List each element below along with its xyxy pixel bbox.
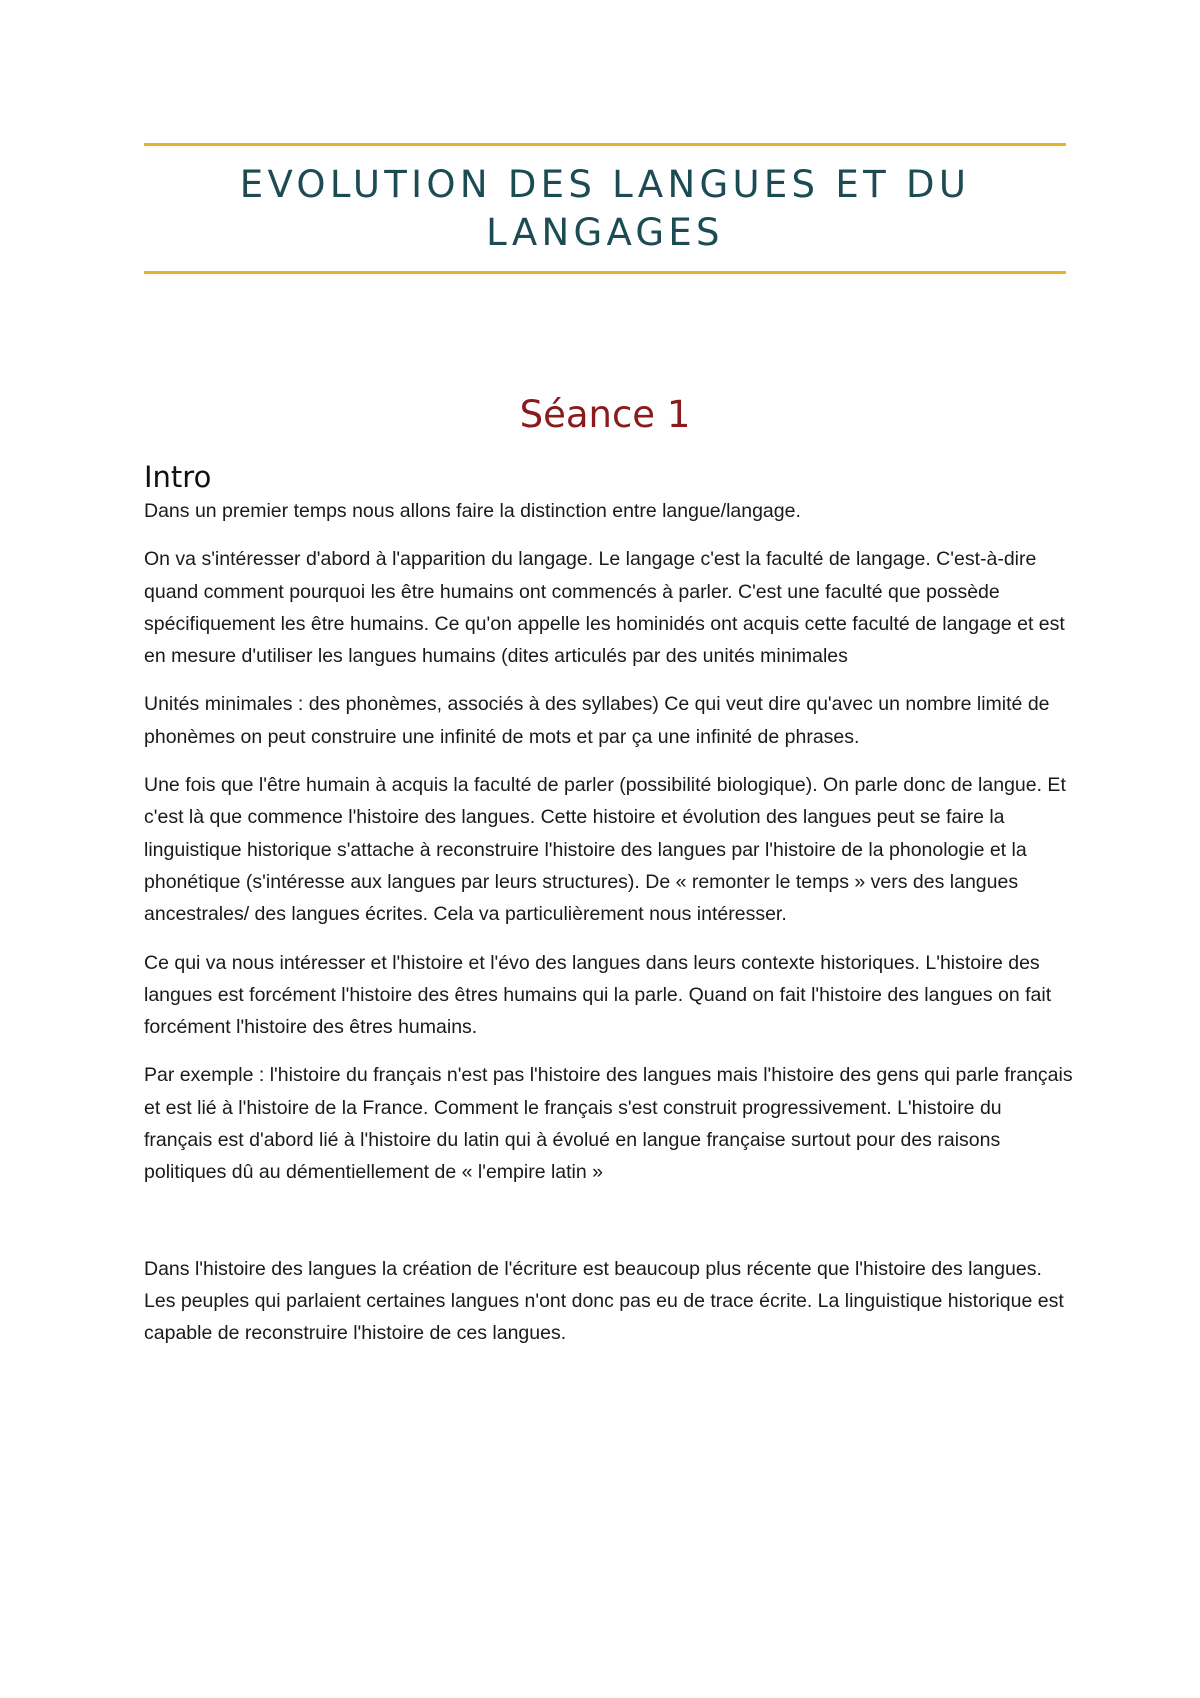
paragraph: On va s'intéresser d'abord à l'apparition du langage. Le langage c'est la faculté de langage. C'est-à-dire quand comment pourquoi les être humains ont commencés à parler. C'est une faculté que possède spécifiquement les être humains. Ce qu'on appelle les hominidés ont acquis cette faculté de langage et est en mesure d'utiliser les langues humains (dites articulés par des unités minimales — [144, 548, 1065, 668]
paragraph: Ce qui va nous intéresser et l'histoire et l'évo des langues dans leurs contexte historiques. L'histoire des langues est forcément l'histoire des êtres humains qui la parle. Quand on fait l'histoire des langues on fait forcément l'histoire des êtres humains. — [144, 951, 1052, 1039]
paragraph: Par exemple : l'histoire du français n'est pas l'histoire des langues mais l'histoire des gens qui parle français et est lié à l'histoire de la France. Comment le français s'est construit progressivement. L'histoire du français est d'abord lié à l'histoire du latin qui à évolué en langue française surtout pour des raisons politiques dû au démentiellement de « l'empire latin » — [144, 1064, 1073, 1184]
session-heading: Séance 1 — [519, 393, 691, 436]
document-title: EVOLUTION DES LANGUES ET DU LANGAGES — [239, 162, 971, 254]
section-heading-intro: Intro — [144, 460, 212, 494]
paragraph: Dans un premier temps nous allons faire la distinction entre langue/langage. — [144, 500, 801, 522]
paragraph: Dans l'histoire des langues la création de l'écriture est beaucoup plus récente que l'histoire des langues. Les peuples qui parlaient certaines langues n'ont donc pas eu de trace écrite. La linguistique historique est capable de reconstruire l'histoire de ces langues. — [144, 1257, 1064, 1345]
paragraph: Une fois que l'être humain à acquis la faculté de parler (possibilité biologique). On parle donc de langue. Et c'est là que commence l'histoire des langues. Cette histoire et évolution des langues peut se faire la linguistique historique s'attache à reconstruire l'histoire des langues par l'histoire de la phonologie et la phonétique (s'intéresse aux langues par leurs structures). De « remonter le temps » vers des langues ancestrales/ des langues écrites. Cela va particulièrement nous intéresser. — [144, 774, 1066, 926]
title-block — [144, 143, 1066, 274]
paragraph: Unités minimales : des phonèmes, associés à des syllabes) Ce qui veut dire qu'avec un nombre limité de phonèmes on peut construire une infinité de mots et par ça une infinité de phrases. — [144, 693, 1050, 748]
body-text — [144, 495, 1074, 1366]
